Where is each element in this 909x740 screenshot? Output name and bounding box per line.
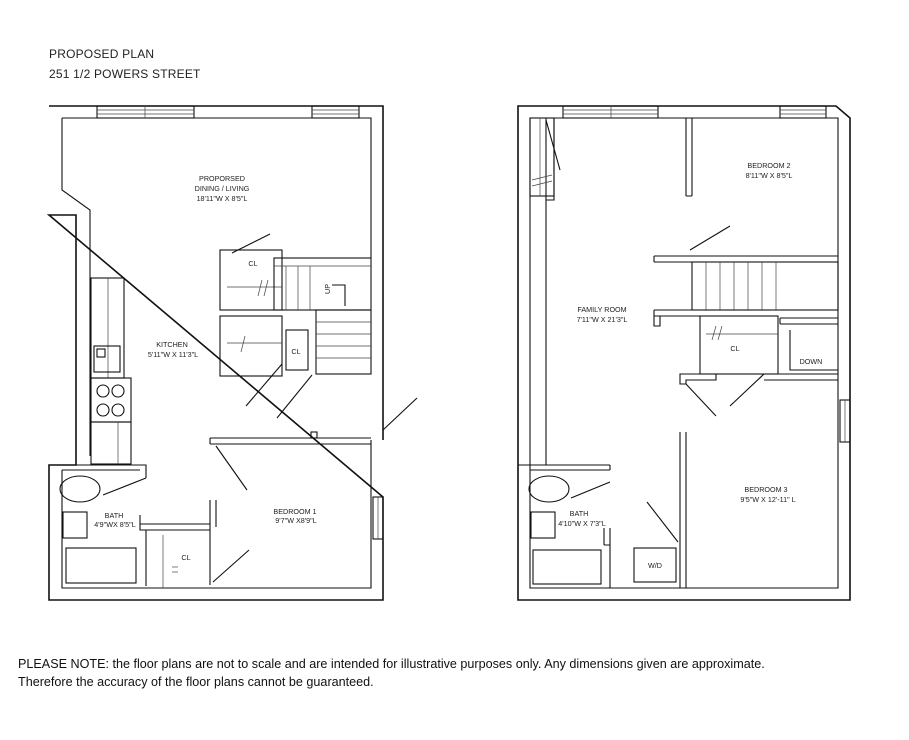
plan-title: PROPOSED PLAN [49,47,155,61]
refrigerator [91,422,131,464]
laundry-label: W/D [648,561,662,570]
closet-bath-label: CL [181,553,191,562]
floor2-plan [518,106,850,600]
kitchen-counters [91,278,131,464]
bedroom2-walls [654,118,838,262]
bath2-name: BATH [569,509,589,518]
stair-down-label: DOWN [799,357,823,366]
living-name1: PROPORSED [199,174,245,183]
closet-upper-label: CL [248,259,258,268]
closet-lower-label: CL [291,347,301,356]
plan-address: 251 1/2 POWERS STREET [49,67,201,81]
bedroom2-name: BEDROOM 2 [747,161,791,170]
disclaimer-line1: PLEASE NOTE: the floor plans are not to scale and are intended for illustrative purposes only. Any dimensions given are approximate. [18,657,765,671]
stair-up-label: UP [323,284,332,294]
closet2-label: CL [730,344,740,353]
family-dims: 7'11"W X 21'3"L [576,315,628,324]
bedroom1-dims: 9'7"W X8'9"L [275,516,317,525]
bedroom3-name: BEDROOM 3 [744,485,788,494]
bath2-dims: 4'10"W X 7'3"L [558,519,606,528]
stove [91,378,131,422]
floor2-closet [680,316,838,416]
disclaimer-note [18,655,898,691]
kitchen-dims: 5'11"W X 11'3"L [147,350,199,359]
living-name2: DINING / LIVING [194,184,250,193]
disclaimer-line2: Therefore the accuracy of the floor plans cannot be guaranteed. [18,675,374,689]
bath1-name: BATH [104,511,124,520]
bedroom2-dims: 8'11"W X 8'5"L [745,171,793,180]
kitchen-name: KITCHEN [156,340,188,349]
floor1-plan [49,106,417,600]
bedroom3-dims: 9'5"W X 12'-11" L [740,495,796,504]
living-dims: 18'11"W X 8'5"L [196,194,248,203]
bedroom1-name: BEDROOM 1 [273,507,317,516]
bath1-dims: 4'9"WX 8'5"L [94,520,136,529]
family-name: FAMILY ROOM [577,305,627,314]
floor1-stairs [274,258,371,374]
